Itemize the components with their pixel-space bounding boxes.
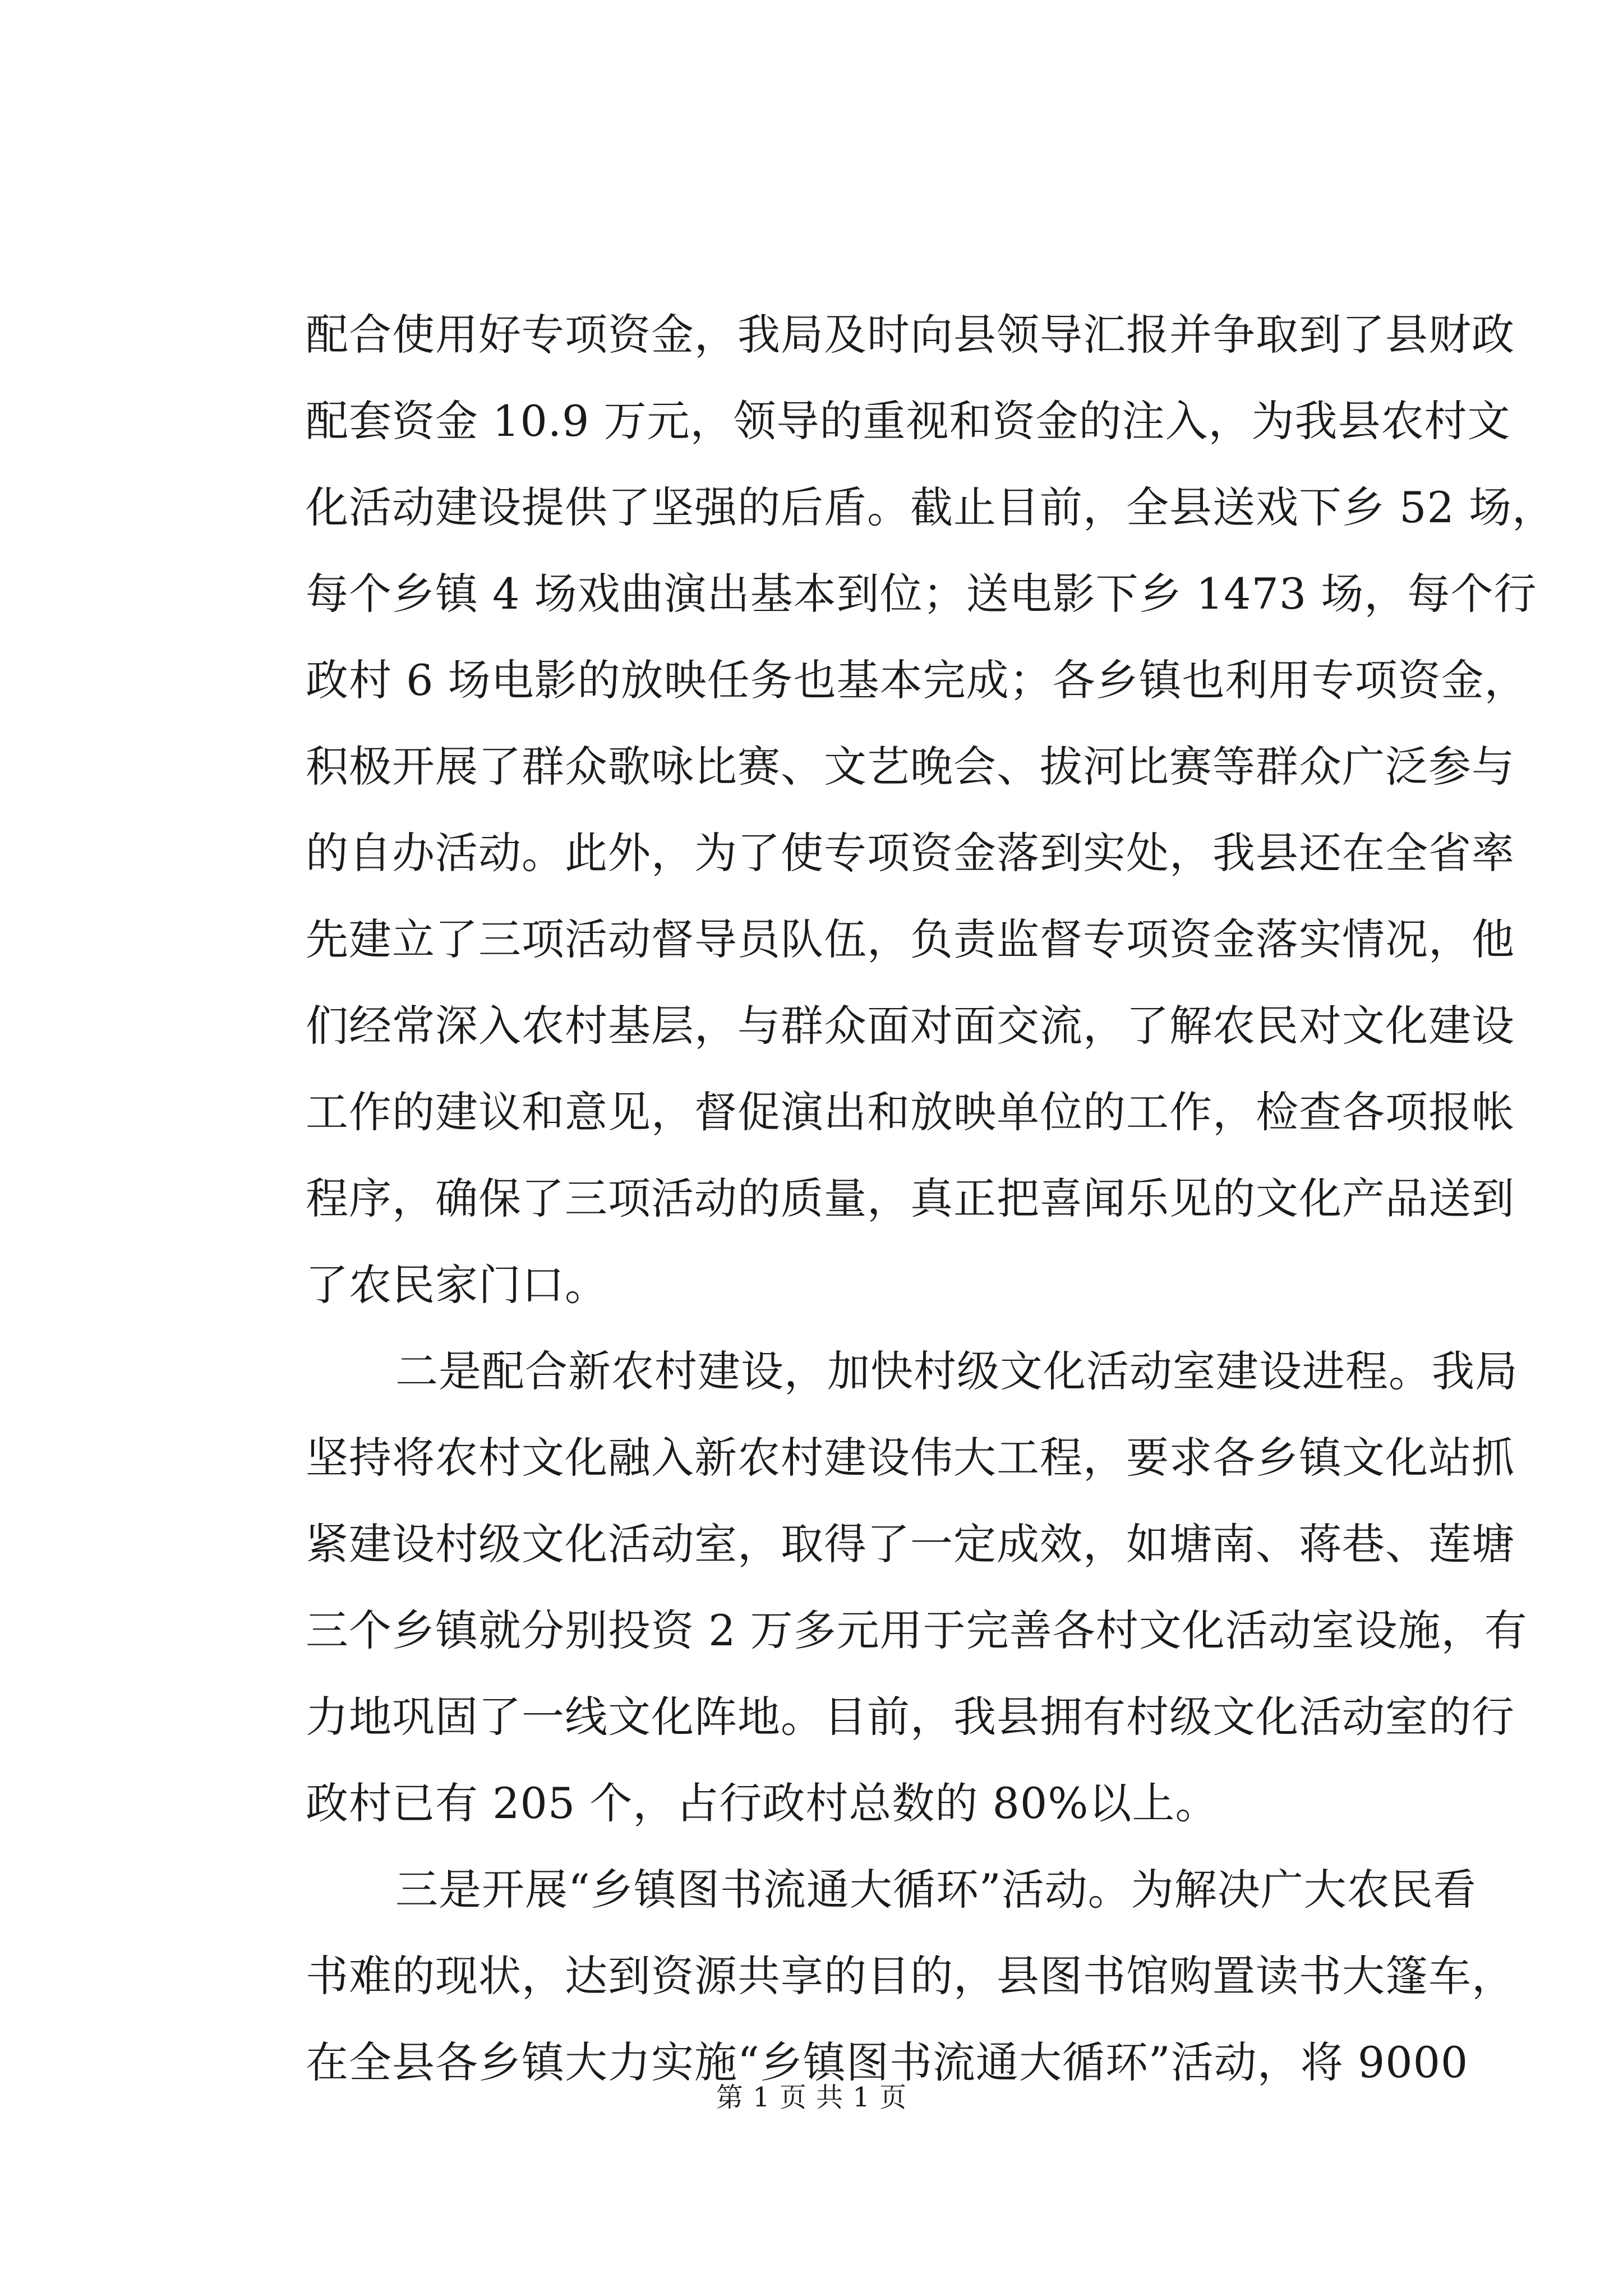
body-line: 力地巩固了一线文化阵地。目前，我县拥有村级文化活动室的行: [306, 1692, 1515, 1742]
body-line: 在全县各乡镇大力实施“乡镇图书流通大循环”活动，将 9000: [306, 2037, 1469, 2087]
body-line: 先建立了三项活动督导员队伍，负责监督专项资金落实情况，他: [306, 914, 1515, 964]
body-line: 坚持将农村文化融入新农村建设伟大工程，要求各乡镇文化站抓: [306, 1433, 1515, 1483]
body-line: 们经常深入农村基层，与群众面对面交流，了解农民对文化建设: [306, 1001, 1515, 1051]
body-line: 配套资金 10.9 万元，领导的重视和资金的注入，为我县农村文: [306, 396, 1511, 446]
page-footer: 第 1 页 共 1 页: [716, 2082, 907, 2113]
body-line: 政村 6 场电影的放映任务也基本完成；各乡镇也利用专项资金，: [306, 655, 1528, 705]
body-line: 工作的建议和意见，督促演出和放映单位的工作，检查各项报帐: [306, 1087, 1515, 1137]
body-line: 三个乡镇就分别投资 2 万多元用于完善各村文化活动室设施，有: [306, 1605, 1528, 1655]
body-line: 书难的现状，达到资源共享的目的，县图书馆购置读书大篷车，: [306, 1951, 1515, 2001]
paragraph-first-line: 三是开展“乡镇图书流通大循环”活动。为解决广大农民看: [395, 1865, 1477, 1915]
body-line: 了农民家门口。: [306, 1260, 608, 1310]
body-line: 配合使用好专项资金，我局及时向县领导汇报并争取到了县财政: [306, 310, 1515, 360]
body-line: 积极开展了群众歌咏比赛、文艺晚会、拔河比赛等群众广泛参与: [306, 742, 1515, 792]
paragraph-first-line: 二是配合新农村建设，加快村级文化活动室建设进程。我局: [395, 1346, 1518, 1396]
body-line: 紧建设村级文化活动室，取得了一定成效，如塘南、蒋巷、莲塘: [306, 1519, 1515, 1569]
body-line: 每个乡镇 4 场戏曲演出基本到位；送电影下乡 1473 场，每个行: [306, 569, 1537, 619]
document-body: [306, 292, 1556, 2106]
body-line: 的自办活动。此外，为了使专项资金落到实处，我县还在全省率: [306, 828, 1515, 878]
body-line: 程序，确保了三项活动的质量，真正把喜闻乐见的文化产品送到: [306, 1174, 1515, 1223]
body-line: 化活动建设提供了坚强的后盾。截止目前，全县送戏下乡 52 场，: [306, 482, 1556, 532]
body-line: 政村已有 205 个，占行政村总数的 80%以上。: [306, 1778, 1219, 1828]
